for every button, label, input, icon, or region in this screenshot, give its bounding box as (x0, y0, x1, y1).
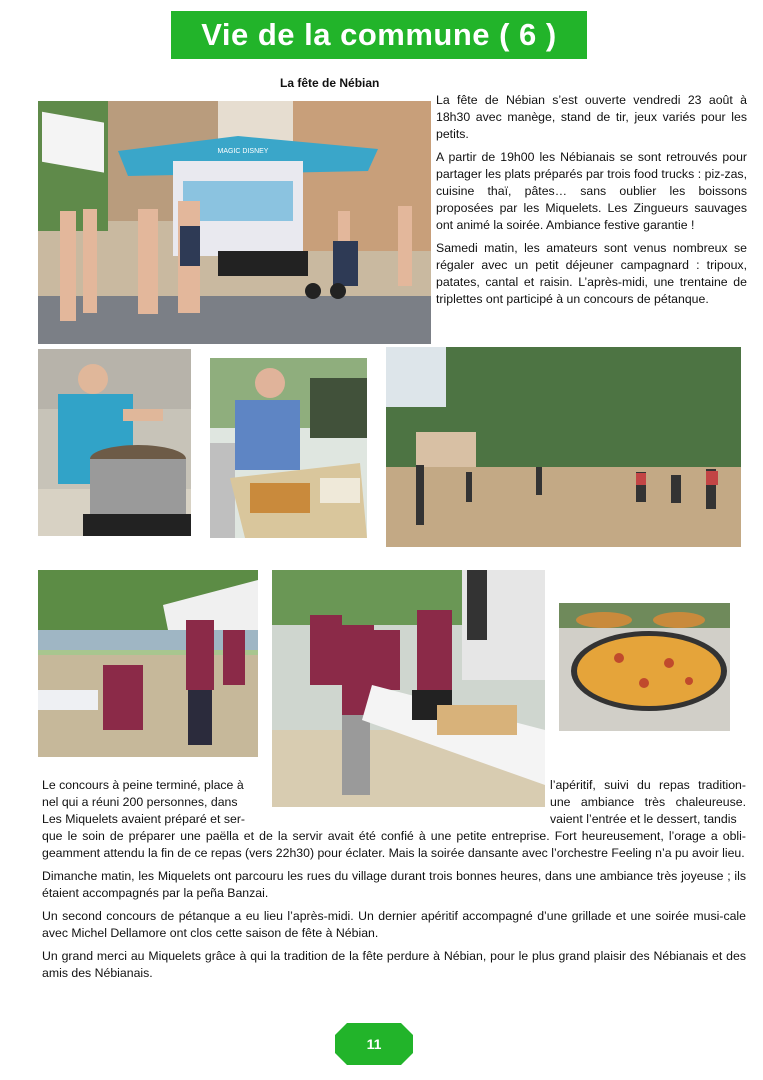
photo-petanque (386, 347, 741, 547)
page-title: Vie de la commune ( 6 ) (201, 17, 557, 52)
photo-miquelets-aperitif (38, 570, 258, 757)
photo-miquelets-serving (272, 570, 545, 807)
article-title: La fête de Nébian (280, 76, 380, 90)
page-number-badge (335, 1023, 413, 1065)
body-paragraph: Un second concours de pétanque a eu lieu l’après-midi. Un dernier apéritif accompagné d’une grillade et une soirée musi-cale avec Michel Dellamore ont clos cette saison de fête à Nébian. (42, 909, 746, 940)
page-number: 11 (366, 1036, 382, 1052)
intro-paragraph: Samedi matin, les amateurs sont venus nombreux se régaler avec un petit déjeuner campagnard : tripoux, patates, cantal et raisin. L’après-midi, une trentaine de triplettes ont participé à un concours de pétanque. (436, 241, 747, 306)
body-paragraph: que le soin de préparer une paëlla et de la servir avait été confié à une petite entreprise. Fort heureusement, l’orage a obli-geamment attendu la fin de ce repas (vers 22h30) pour éclater. Mais la soirée dansante avec l’orchestre Feeling n’a pu avoir lieu. (42, 829, 746, 860)
page-title-banner (171, 11, 587, 59)
split-text-left: Le concours à peine terminé, place à nel qui a réuni 200 personnes, dans Les Miquelets avaient préparé et ser- (42, 778, 246, 826)
article-body (42, 777, 746, 988)
photo-breakfast-table (210, 358, 367, 538)
photo-cooking-pot (38, 349, 191, 536)
photo-fair-stand (38, 101, 431, 344)
stand-sign: MAGIC DISNEY (217, 148, 269, 155)
body-paragraph: Dimanche matin, les Miquelets ont parcouru les rues du village durant trois bonnes heures, dans une ambiance très joyeuse ; ils étaient accompagnés par la peña Banzai. (42, 869, 746, 900)
wrapped-text-block (42, 777, 746, 828)
body-paragraph: Un grand merci au Miquelets grâce à qui la tradition de la fête perdure à Nébian, pour le plus grand plaisir des Nébianais et des amis des Nébianais. (42, 949, 746, 980)
intro-paragraph: A partir de 19h00 les Nébianais se sont retrouvés pour partager les plats préparés par trois food trucks : piz-zas, cuisine thaï, pâtes… sans oublier les boissons proposées par les Miquelets. Les Zingueurs sauvages ont animé la soirée. Ambiance festive garantie ! (436, 150, 747, 232)
split-text-right: l’apéritif, suivi du repas tradition-une ambiance très chaleureuse. vaient l’entrée et le dessert, tandis (550, 778, 746, 826)
intro-paragraph: La fête de Nébian s’est ouverte vendredi 23 août à 18h30 avec manège, stand de tir, jeux variés pour les petits. (436, 93, 747, 141)
intro-text-column (436, 92, 747, 314)
photo-paella (559, 603, 730, 731)
